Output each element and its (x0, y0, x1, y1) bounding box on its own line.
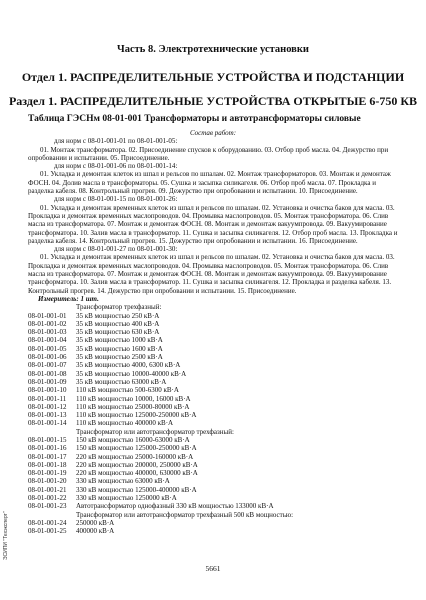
norm-description: 110 кВ мощностью 125000-250000 кВ·А (76, 411, 197, 420)
norm-code: 08-01-001-14 (28, 419, 67, 428)
norm-row (28, 312, 398, 320)
department-heading: Отдел 1. РАСПРЕДЕЛИТЕЛЬНЫЕ УСТРОЙСТВА И ПОДСТАНЦИИ (21, 70, 405, 84)
norm-code: 08-01-001-01 (28, 311, 67, 320)
norm-row (28, 378, 398, 386)
norm-code: 08-01-001-21 (28, 485, 67, 494)
norm-code: 08-01-001-16 (28, 444, 67, 453)
norm-description: 35 кВ мощностью 1600 кВ·А (76, 344, 163, 353)
norm-row (28, 502, 398, 510)
norm-code: 08-01-001-22 (28, 494, 67, 503)
norm-description: 35 кВ мощностью 1000 кВ·А (76, 336, 163, 345)
norm-code: 08-01-001-17 (28, 452, 67, 461)
norm-range: для норм с 08-01-001-27 по 08-01-001-30: (54, 245, 178, 254)
norm-code: 08-01-001-23 (28, 502, 67, 511)
norm-code: 08-01-001-10 (28, 386, 67, 395)
norm-row (28, 386, 398, 394)
norm-code: 08-01-001-09 (28, 377, 67, 386)
norm-code: 08-01-001-20 (28, 477, 67, 486)
norm-row (28, 453, 398, 461)
norm-description: 110 кВ мощностью 25000-80000 кВ·А (76, 402, 190, 411)
norm-description: 110 кВ мощностью 500-6300 кВ·А (76, 386, 179, 395)
norm-description: 150 кВ мощностью 16000-63000 кВ·А (76, 435, 190, 444)
group-heading: Трансформатор трехфазный: (76, 303, 162, 312)
norm-row (28, 461, 398, 469)
norm-description: 35 кВ мощностью 63000 кВ·А (76, 377, 167, 386)
norm-list (28, 436, 398, 511)
measure-unit: Измеритель: 1 шт. (38, 294, 99, 303)
norm-description: 220 кВ мощностью 25000-160000 кВ·А (76, 452, 194, 461)
norm-code: 08-01-001-19 (28, 469, 67, 478)
norm-code: 08-01-001-03 (28, 328, 67, 337)
norm-row (28, 527, 398, 535)
norm-range: для норм с 08-01-001-06 по 08-01-001-14: (54, 162, 178, 171)
page-number: 5661 (205, 564, 221, 573)
work-description: 01. Укладка и демонтаж временных клеток из шпал и рельсов по шпалам. 02. Установка и очистка баков для масла. 03. Прокладка и демонтаж временных маслопроводов. 04. Промывка маслопроводов. 05. Монтаж трансформатора. 06. Слив масла из трансформатора. 07. Монтаж и демонтаж ФОСН. 08. Монтаж и демонтаж вакуумпровода. 09. Вакуумирование трансформатора. 10. Залив масла в трансформатор. 11. Сушка и засыпка силикагеля. 12. Отбор проб масла. 13. Прокладка и разделка кабеля. 14. Контрольный прогрев. 15. Дежурство при опробовании и испытании. 16. Присоединение. (28, 203, 398, 245)
norm-description: 220 кВ мощностью 200000, 250000 кВ·А (76, 460, 198, 469)
work-description: 01. Монтаж трансформатора. 02. Присоединение спусков к оборудованию. 03. Отбор проб масла. 04. Дежурство при опробовании и испытании. 05. Присоединение. (28, 145, 389, 162)
table-title: Таблица ГЭСНм 08-01-001 Трансформаторы и автотрансформаторы силовые (28, 114, 361, 124)
norm-list (28, 312, 398, 428)
norm-range: для норм с 08-01-001-01 по 08-01-001-05: (54, 137, 178, 146)
norm-description: 400000 кВ·А (76, 527, 115, 536)
norm-row (28, 494, 398, 502)
norm-row (28, 320, 398, 328)
norm-range: для норм с 08-01-001-15 по 08-01-001-26: (54, 195, 178, 204)
norm-row (28, 395, 398, 403)
norm-code: 08-01-001-18 (28, 460, 67, 469)
norm-description: 330 кВ мощностью 63000 кВ·А (76, 477, 170, 486)
norm-code: 08-01-001-11 (28, 394, 67, 403)
norm-row (28, 336, 398, 344)
norm-row (28, 361, 398, 369)
norm-row (28, 411, 398, 419)
norm-code: 08-01-001-15 (28, 435, 67, 444)
side-watermark-text: ЭСИПИ "Техэксперт" (3, 511, 9, 560)
norm-list (28, 519, 398, 536)
norm-row (28, 469, 398, 477)
norm-row (28, 345, 398, 353)
norm-code: 08-01-001-25 (28, 527, 67, 536)
norm-description: 220 кВ мощностью 400000, 630000 кВ·А (76, 469, 198, 478)
norm-description: 110 кВ мощностью 400000 кВ·А (76, 419, 174, 428)
norm-description: 35 кВ мощностью 2500 кВ·А (76, 353, 163, 362)
norm-row (28, 353, 398, 361)
group-heading: Трансформатор или автотрансформатор трехфазный 500 кВ мощностью: (76, 510, 294, 519)
norm-code: 08-01-001-04 (28, 336, 67, 345)
norm-row (28, 328, 398, 336)
section-heading: Раздел 1. РАСПРЕДЕЛИТЕЛЬНЫЕ УСТРОЙСТВА ОТКРЫТЫЕ 6-750 КВ (8, 94, 418, 108)
norm-row (28, 419, 398, 427)
composition-heading: Состав работ: (189, 129, 237, 137)
norm-row (28, 477, 398, 485)
group-heading: Трансформатор или автотрансформатор трехфазный: (76, 427, 234, 436)
norm-description: 35 кВ мощностью 630 кВ·А (76, 328, 160, 337)
norm-description: 110 кВ мощностью 10000, 16000 кВ·А (76, 394, 191, 403)
norm-description: 330 кВ мощностью 1250000 кВ·А (76, 494, 177, 503)
norm-row (28, 486, 398, 494)
norm-code: 08-01-001-08 (28, 369, 67, 378)
norm-row (28, 444, 398, 452)
part-heading: Часть 8. Электротехнические установки (117, 44, 309, 55)
norm-row (28, 403, 398, 411)
norm-code: 08-01-001-12 (28, 402, 67, 411)
norm-row (28, 436, 398, 444)
norm-description: 35 кВ мощностью 10000-40000 кВ·А (76, 369, 187, 378)
norm-code: 08-01-001-02 (28, 319, 67, 328)
norm-code: 08-01-001-07 (28, 361, 67, 370)
norm-description: 35 кВ мощностью 4000, 6300 кВ·А (76, 361, 181, 370)
norm-description: 35 кВ мощностью 250 кВ·А (76, 311, 160, 320)
norm-code: 08-01-001-06 (28, 353, 67, 362)
norm-code: 08-01-001-13 (28, 411, 67, 420)
norm-code: 08-01-001-05 (28, 344, 67, 353)
work-description: 01. Укладка и демонтаж временных клеток из шпал и рельсов по шпалам. 02. Установка и очистка баков для масла. 03. Прокладка и демонтаж временных маслопроводов. 04. Промывка маслопроводов. 05. Монтаж трансформатора. 06. Слив масла из трансформатора. 07. Монтаж и демонтаж ФОСН. 08. Монтаж и демонтаж вакуумпровода. 09. Вакуумирование трансформатора. 10. Залив масла в трансформатор. 11. Сушка и засыпка силикагеля. 12. Прокладка и разделка кабеля. 13. Контрольный прогрев. 14. Дежурство при опробовании и испытании. 15. Присоединение. (28, 253, 395, 295)
norm-code: 08-01-001-24 (28, 518, 67, 527)
document-body (28, 129, 398, 536)
norm-description: 150 кВ мощностью 125000-250000 кВ·А (76, 444, 197, 453)
norm-description: 250000 кВ·А (76, 518, 115, 527)
norm-description: 35 кВ мощностью 400 кВ·А (76, 319, 160, 328)
norm-description: 330 кВ мощностью 125000-400000 кВ·А (76, 485, 197, 494)
norm-row (28, 370, 398, 378)
norm-description: Автотрансформатор однофазный 330 кВ мощностью 133000 кВ·А (76, 502, 274, 511)
norm-row (28, 519, 398, 527)
work-description: 01. Укладка и демонтаж клеток из шпал и рельсов по шпалам. 02. Монтаж трансформаторов. 03. Монтаж и демонтаж ФОСН. 04. Долив масла в трансформаторы. 05. Сушка и засыпка силикагеля. 06. Отбор проб масла. 07. Прокладка и разделка кабеля. 08. Контрольный прогрев. 09. Дежурство при опробовании и испытании. 10. Присоединение. (28, 170, 391, 196)
